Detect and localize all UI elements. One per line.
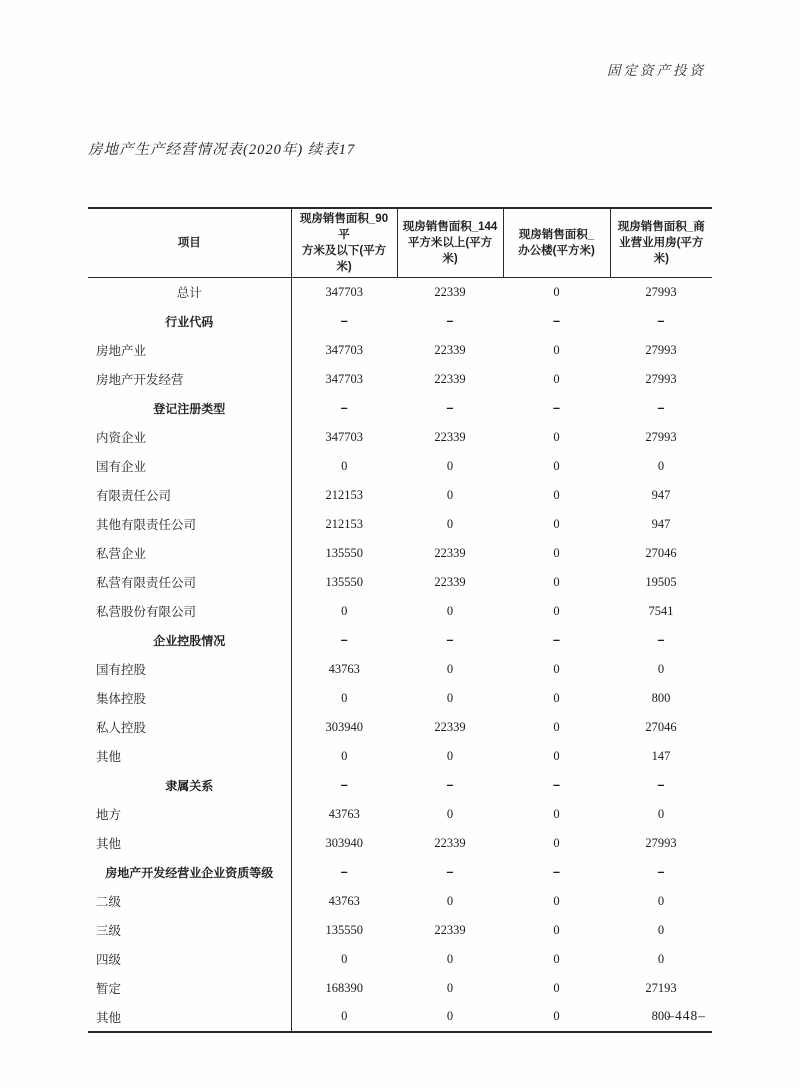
cell-value: – [657, 865, 665, 879]
cell-value: 27046 [645, 719, 677, 734]
cell-value: 0 [553, 371, 560, 386]
table-row [88, 655, 712, 684]
row-label: 四级 [88, 945, 291, 974]
cell-value: 0 [553, 922, 560, 937]
cell-value: 0 [446, 661, 454, 676]
cell-value: – [446, 314, 454, 328]
cell-value: 147 [651, 748, 671, 763]
cell-value: – [340, 633, 348, 647]
cell-value: – [446, 633, 454, 647]
table-row [88, 365, 712, 394]
cell-value: 22339 [434, 545, 466, 560]
cell-value: 22339 [434, 429, 466, 444]
cell-value: 22339 [434, 371, 466, 386]
row-label: 私营有限责任公司 [88, 568, 291, 597]
cell-value: 212153 [325, 516, 363, 531]
cell-value: – [553, 633, 560, 647]
cell-value: 0 [341, 603, 348, 618]
cell-value: 347703 [325, 429, 363, 444]
cell-value: 0 [341, 951, 348, 966]
cell-value: – [657, 401, 665, 415]
cell-value: 0 [446, 806, 454, 821]
cell-value: 0 [341, 1009, 348, 1023]
row-label: 地方 [88, 800, 291, 829]
page-number: –448– [667, 1008, 706, 1023]
cell-value: – [553, 865, 560, 879]
row-label: 隶属关系 [88, 771, 291, 800]
cell-value: 800 [651, 690, 671, 705]
cell-value: – [553, 401, 560, 415]
row-label: 国有企业 [88, 452, 291, 481]
cell-value: 7541 [648, 603, 674, 618]
cell-value: 0 [553, 719, 560, 734]
row-label: 其他 [88, 1003, 291, 1032]
cell-value: – [446, 401, 454, 415]
cell-value: 0 [657, 951, 665, 966]
cell-value: 0 [553, 806, 560, 821]
table-row [88, 713, 712, 742]
cell-value: 0 [657, 893, 665, 908]
cell-value: 27046 [645, 545, 677, 560]
running-head: 固定资产投资 [607, 63, 706, 78]
column-header-2: 现房销售面积_144 平方米以上(平方米) [397, 208, 503, 278]
cell-value: 27993 [645, 371, 677, 386]
cell-value: – [657, 314, 665, 328]
table-row [88, 1003, 712, 1032]
row-label: 集体控股 [88, 684, 291, 713]
cell-value: 0 [657, 922, 665, 937]
cell-value: 135550 [325, 545, 363, 560]
cell-value: 0 [553, 690, 560, 705]
cell-value: 0 [446, 603, 454, 618]
table-row [88, 974, 712, 1003]
row-label: 总计 [88, 278, 291, 307]
table-row [88, 394, 712, 423]
cell-value: 0 [341, 690, 348, 705]
cell-value: 0 [553, 603, 560, 618]
statistics-table-container [88, 207, 712, 1033]
cell-value: 0 [553, 342, 560, 357]
row-label: 私人控股 [88, 713, 291, 742]
cell-value: 0 [553, 661, 560, 676]
cell-value: – [657, 633, 665, 647]
cell-value: 0 [446, 748, 454, 763]
cell-value: – [340, 401, 348, 415]
cell-value: 27993 [645, 284, 677, 299]
cell-value: 347703 [325, 284, 363, 299]
table-header-row [88, 208, 712, 278]
row-label: 三级 [88, 916, 291, 945]
column-header-0: 项目 [88, 208, 291, 278]
table-row [88, 452, 712, 481]
cell-value: 27993 [645, 835, 677, 850]
cell-value: 19505 [645, 574, 677, 589]
row-label: 房地产业 [88, 336, 291, 365]
cell-value: 0 [657, 806, 665, 821]
cell-value: 0 [446, 893, 454, 908]
row-label: 其他 [88, 829, 291, 858]
row-label: 有限责任公司 [88, 481, 291, 510]
table-row [88, 423, 712, 452]
cell-value: 27993 [645, 429, 677, 444]
table-row [88, 539, 712, 568]
table-row [88, 568, 712, 597]
row-label: 暂定 [88, 974, 291, 1003]
cell-value: 0 [553, 1009, 560, 1023]
cell-value: 0 [553, 284, 560, 299]
column-header-3: 现房销售面积_ 办公楼(平方米) [503, 208, 610, 278]
cell-value: – [553, 314, 560, 328]
row-label: 其他 [88, 742, 291, 771]
cell-value: 0 [553, 980, 560, 995]
table-body [88, 278, 712, 1032]
cell-value: 0 [446, 1009, 454, 1023]
table-row [88, 945, 712, 974]
cell-value: – [340, 778, 348, 792]
statistics-table [88, 207, 712, 1033]
cell-value: 0 [553, 516, 560, 531]
cell-value: 0 [446, 980, 454, 995]
cell-value: 303940 [325, 835, 363, 850]
column-header-4: 现房销售面积_商 业营业用房(平方米) [610, 208, 712, 278]
cell-value: 347703 [325, 342, 363, 357]
table-row [88, 742, 712, 771]
row-label: 登记注册类型 [88, 394, 291, 423]
cell-value: – [553, 778, 560, 792]
cell-value: 0 [446, 951, 454, 966]
table-row [88, 916, 712, 945]
cell-value: 0 [553, 487, 560, 502]
cell-value: 0 [553, 574, 560, 589]
cell-value: 0 [553, 951, 560, 966]
table-header [88, 208, 712, 278]
table-row [88, 307, 712, 336]
table-row [88, 800, 712, 829]
cell-value: 0 [446, 458, 454, 473]
cell-value: 27193 [645, 980, 677, 995]
page-title: 房地产生产经营情况表(2020年) 续表17 [88, 142, 356, 158]
cell-value: 0 [553, 429, 560, 444]
cell-value: 947 [651, 516, 671, 531]
cell-value: 22339 [434, 922, 466, 937]
table-row [88, 336, 712, 365]
cell-value: 0 [553, 835, 560, 850]
cell-value: 0 [657, 458, 665, 473]
cell-value: 22339 [434, 574, 466, 589]
row-label: 行业代码 [88, 307, 291, 336]
cell-value: 0 [446, 487, 454, 502]
cell-value: 0 [446, 690, 454, 705]
table-row [88, 684, 712, 713]
cell-value: 303940 [325, 719, 363, 734]
table-row [88, 278, 712, 307]
cell-value: 947 [651, 487, 671, 502]
table-row [88, 858, 712, 887]
cell-value: 0 [553, 893, 560, 908]
cell-value: 43763 [328, 893, 360, 908]
row-label: 私营企业 [88, 539, 291, 568]
cell-value: – [446, 865, 454, 879]
cell-value: 212153 [325, 487, 363, 502]
cell-value: – [657, 778, 665, 792]
table-row [88, 597, 712, 626]
cell-value: 22339 [434, 835, 466, 850]
row-label: 国有控股 [88, 655, 291, 684]
cell-value: 43763 [328, 806, 360, 821]
cell-value: 135550 [325, 922, 363, 937]
row-label: 私营股份有限公司 [88, 597, 291, 626]
cell-value: 347703 [325, 371, 363, 386]
cell-value: 22339 [434, 719, 466, 734]
cell-value: 0 [446, 516, 454, 531]
table-row [88, 626, 712, 655]
cell-value: – [340, 865, 348, 879]
cell-value: 0 [553, 458, 560, 473]
cell-value: 0 [657, 661, 665, 676]
cell-value: 43763 [328, 661, 360, 676]
cell-value: 22339 [434, 284, 466, 299]
cell-value: 0 [341, 458, 348, 473]
row-label: 房地产开发经营业企业资质等级 [88, 858, 291, 887]
cell-value: 800 [651, 1009, 671, 1023]
row-label: 二级 [88, 887, 291, 916]
cell-value: 27993 [645, 342, 677, 357]
table-row [88, 481, 712, 510]
cell-value: 168390 [325, 980, 363, 995]
row-label: 房地产开发经营 [88, 365, 291, 394]
row-label: 企业控股情况 [88, 626, 291, 655]
row-label: 内资企业 [88, 423, 291, 452]
table-row [88, 510, 712, 539]
cell-value: 0 [341, 748, 348, 763]
cell-value: 22339 [434, 342, 466, 357]
row-label: 其他有限责任公司 [88, 510, 291, 539]
cell-value: 0 [553, 545, 560, 560]
cell-value: 135550 [325, 574, 363, 589]
cell-value: 0 [553, 748, 560, 763]
table-row [88, 887, 712, 916]
cell-value: – [446, 778, 454, 792]
table-row [88, 771, 712, 800]
column-header-1: 现房销售面积_90 平 方米及以下(平方米) [291, 208, 397, 278]
table-row [88, 829, 712, 858]
cell-value: – [340, 314, 348, 328]
